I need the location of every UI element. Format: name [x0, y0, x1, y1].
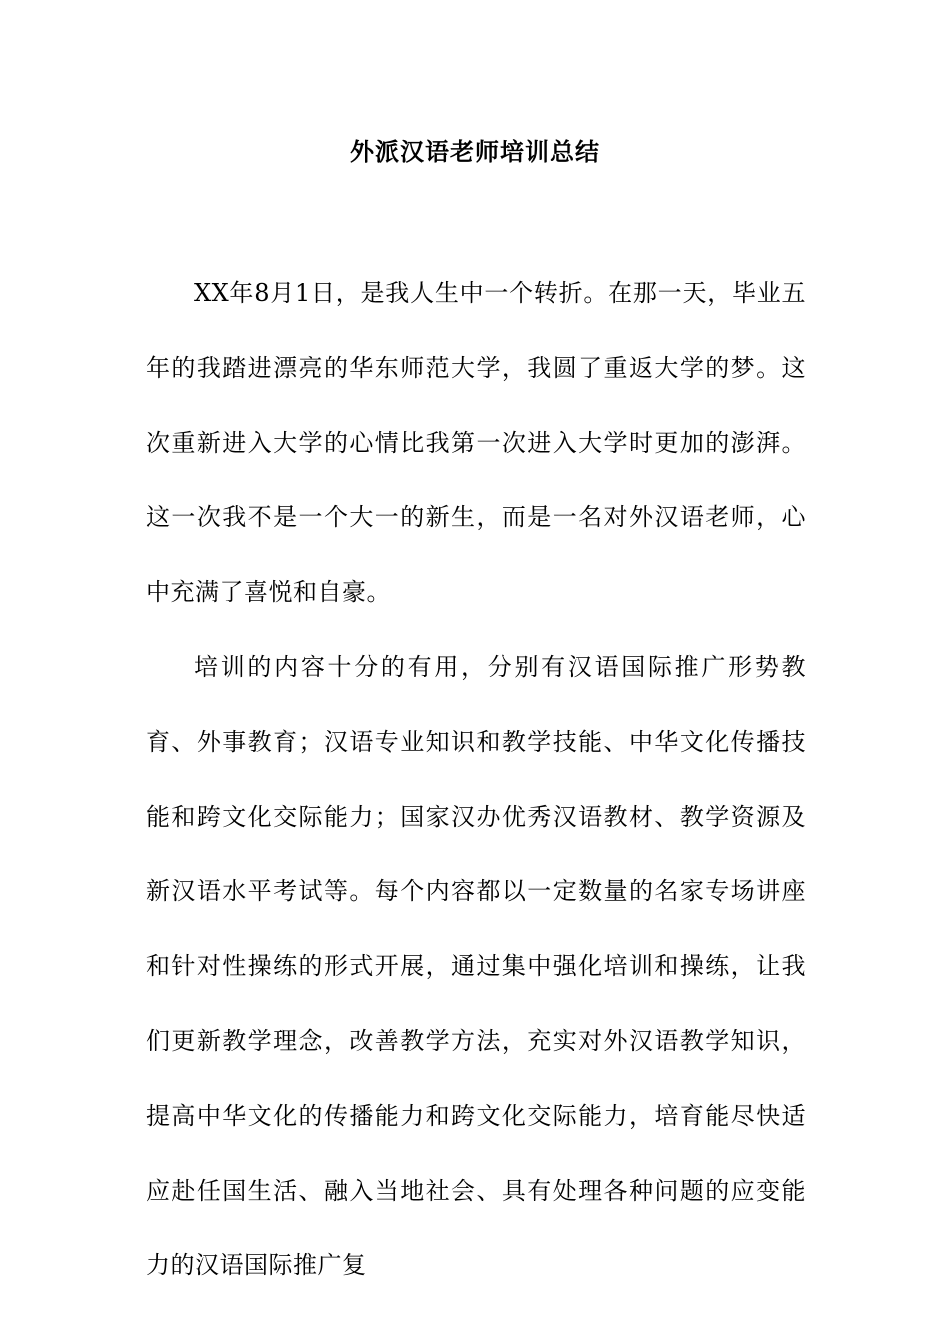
document-title: 外派汉语老师培训总结: [350, 137, 600, 166]
paragraph-2: 培训的内容十分的有用，分别有汉语国际推广形势教育、外事教育；汉语专业知识和教学技能、中华文化传播技能和跨文化交际能力；国家汉办优秀汉语教材、教学资源及新汉语水平考试等。每个内容都以一定数量的名家专场讲座和针对性操练的形式开展，通过集中强化培训和操练，让我们更新教学理念，改善教学方法，充实对外汉语教学知识，提高中华文化的传播能力和跨文化交际能力，培育能尽快适应赴任国生活、融入当地社会、具有处理各种问题的应变能力的汉语国际推广复: [146, 652, 806, 1280]
document-body: [146, 256, 806, 1303]
paragraph-1: XX年8月1日，是我人生中一个转折。在那一天，毕业五年的我踏进漂亮的华东师范大学，我圆了重返大学的梦。这次重新进入大学的心情比我第一次进入大学时更加的澎湃。这一次我不是一个大一的新生，而是一名对外汉语老师，心中充满了喜悦和自豪。: [146, 279, 806, 607]
